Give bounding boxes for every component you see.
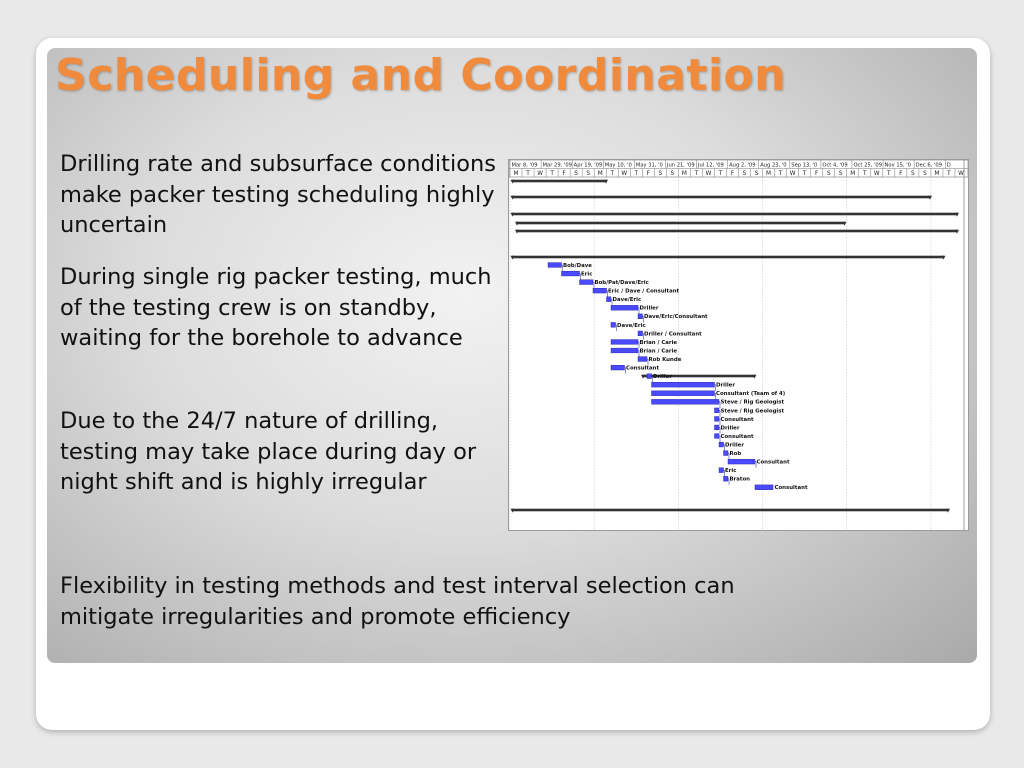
timescale-top-label: D <box>946 162 951 169</box>
timescale-bottom-label: M <box>934 171 940 178</box>
task-bar <box>611 322 616 327</box>
task-bar <box>593 288 607 293</box>
timescale-bottom-label: T <box>863 171 867 178</box>
task-bar <box>611 348 638 353</box>
timescale-top-label: Oct 4, '09 <box>822 162 848 169</box>
task-bar <box>715 417 720 422</box>
task-label: Steve / Rig Geologist <box>720 399 785 406</box>
task-label: Consultant <box>626 365 660 372</box>
task-label: Eric / Dave / Consultant <box>608 288 680 295</box>
task-label: Consultant <box>720 416 754 423</box>
timescale-bottom-label: F <box>730 171 735 178</box>
task-label: Consultant <box>720 433 754 440</box>
gantt-svg <box>509 160 968 530</box>
timescale-bottom-label: S <box>670 171 675 178</box>
timescale-bottom-label: M <box>850 171 856 178</box>
timescale-bottom-label: M <box>597 171 603 178</box>
task-label: Bob/Dave <box>563 262 592 269</box>
task-label: Dave/Eric <box>612 297 642 304</box>
summary-bar <box>512 509 949 512</box>
task-bar <box>755 485 773 490</box>
task-label: Driller <box>639 305 659 312</box>
task-label: Bob/Pat/Dave/Eric <box>594 280 649 286</box>
task-label: Consultant <box>774 485 808 492</box>
task-bar <box>719 442 724 447</box>
task-label: Driller <box>716 382 735 389</box>
timescale-bottom-label: S <box>754 171 759 178</box>
timescale-bottom-label: W <box>537 171 543 178</box>
task-bar <box>647 374 652 379</box>
summary-bar <box>517 222 846 225</box>
paragraph-standby: During single rig packer testing, much of the testing crew is on standby, waiting for the borehole to advance <box>60 264 492 351</box>
task-label: Driller <box>720 425 740 432</box>
timescale-bottom-label: W <box>621 171 628 178</box>
task-bar <box>652 399 720 404</box>
timescale-bottom-label: S <box>742 171 747 178</box>
task-bar <box>652 382 715 387</box>
task-bar <box>724 451 729 456</box>
task-bar <box>580 280 594 285</box>
timescale-top-label: Aug 23, '0 <box>760 162 787 169</box>
timescale-bottom-label: S <box>838 171 843 178</box>
timescale-bottom-label: W <box>873 171 880 178</box>
paragraph-drilling-rate: Drilling rate and subsurface conditions make packer testing scheduling highly uncertain <box>60 151 496 238</box>
task-label: Brian / Carie <box>639 348 678 355</box>
timescale-top-label: Sep 13, '0 <box>791 162 818 169</box>
task-bar <box>715 425 720 430</box>
summary-bar <box>512 256 944 259</box>
timescale-bottom-label: S <box>923 171 927 178</box>
task-label: Brian / Carie <box>639 339 678 346</box>
timescale-top-label: Apr 19, '09 <box>573 162 603 169</box>
task-label: Braton <box>729 476 751 483</box>
timescale-bottom-label: M <box>766 171 772 178</box>
task-label: Rob Kunde <box>648 356 682 363</box>
task-bar <box>728 459 755 464</box>
timescale-bottom-label: F <box>814 171 819 178</box>
timescale-bottom-label: T <box>802 171 807 178</box>
timescale-bottom-label: M <box>681 171 687 178</box>
task-bar <box>724 476 729 481</box>
paragraph-24-7: Due to the 24/7 nature of drilling, testing may take place during day or night shift and is highly irregular <box>60 408 477 495</box>
slide-title: Scheduling and Coordination <box>55 50 787 101</box>
task-bar <box>611 340 638 345</box>
summary-bar <box>512 213 958 216</box>
task-label: Consultant <box>756 459 790 466</box>
timescale-top-label: Mar 29, '09 <box>542 162 572 169</box>
task-bar <box>652 391 715 396</box>
timescale-bottom-label: T <box>718 171 723 178</box>
task-label: Eric <box>581 271 593 278</box>
task-label: Rob <box>729 451 742 457</box>
timescale-bottom-label: F <box>646 171 650 178</box>
paragraph-flexibility: Flexibility in testing methods and test interval selection can mitigate irregularities and promote efficiency <box>60 573 735 630</box>
summary-bar <box>512 180 607 183</box>
timescale-top-label: Dec 6, '09 <box>915 162 942 169</box>
task-bar <box>638 357 647 362</box>
timescale-bottom-label: T <box>947 171 951 178</box>
timescale-bottom-label: T <box>634 171 639 178</box>
timescale-bottom-label: T <box>887 171 891 178</box>
gantt-chart <box>508 159 969 531</box>
timescale-bottom-label: S <box>574 171 578 178</box>
timescale-bottom-label: T <box>550 171 554 178</box>
task-bar <box>715 408 720 413</box>
task-bar <box>715 434 720 439</box>
timescale-bottom-label: M <box>513 171 519 178</box>
task-bar <box>611 305 638 310</box>
timescale-bottom-label: W <box>789 171 796 178</box>
task-label: Driller <box>653 374 672 381</box>
timescale-bottom-label: W <box>705 171 712 178</box>
task-bar <box>719 468 724 473</box>
task-label: Dave/Eric/Consultant <box>644 314 708 321</box>
task-bar <box>611 365 625 370</box>
task-bar <box>562 271 580 276</box>
timescale-bottom-label: S <box>658 171 663 178</box>
task-bar <box>607 297 612 302</box>
timescale-top-label: Oct 25, '09 <box>853 162 883 169</box>
task-label: Eric <box>725 468 737 475</box>
timescale-bottom-label: S <box>826 171 831 178</box>
timescale-bottom-label: T <box>610 171 614 178</box>
timescale-top-label: Aug 2, '09 <box>729 162 756 169</box>
timescale-top-label: Jul 12, '09 <box>698 162 724 169</box>
timescale-bottom-label: T <box>694 171 699 178</box>
summary-bar <box>517 230 958 233</box>
timescale-bottom-label: T <box>526 171 530 178</box>
task-bar <box>548 263 562 268</box>
task-bar <box>638 314 643 319</box>
task-label: Driller <box>725 442 744 449</box>
task-label: Consultant (Team of 4) <box>716 391 786 398</box>
timescale-bottom-label: S <box>586 171 591 178</box>
task-label: Steve / Rig Geologist <box>720 408 785 415</box>
timescale-bottom-label: T <box>778 171 783 178</box>
timescale-top-label: May 31, '0 <box>635 162 663 169</box>
timescale-top-label: Mar 8, '09 <box>511 162 538 169</box>
task-bar <box>638 331 643 336</box>
timescale-bottom-label: W <box>958 171 964 178</box>
timescale-bottom-label: F <box>562 171 566 178</box>
timescale-top-label: Jun 21, '09 <box>666 162 695 169</box>
summary-bar <box>512 196 931 199</box>
timescale-bottom-label: F <box>899 171 903 178</box>
timescale-top-label: May 10, '0 <box>604 162 632 169</box>
task-label: Driller / Consultant <box>644 331 702 338</box>
timescale-bottom-label: S <box>911 171 915 178</box>
task-label: Dave/Eric <box>617 322 646 329</box>
timescale-top-label: Nov 15, '0 <box>884 162 911 169</box>
